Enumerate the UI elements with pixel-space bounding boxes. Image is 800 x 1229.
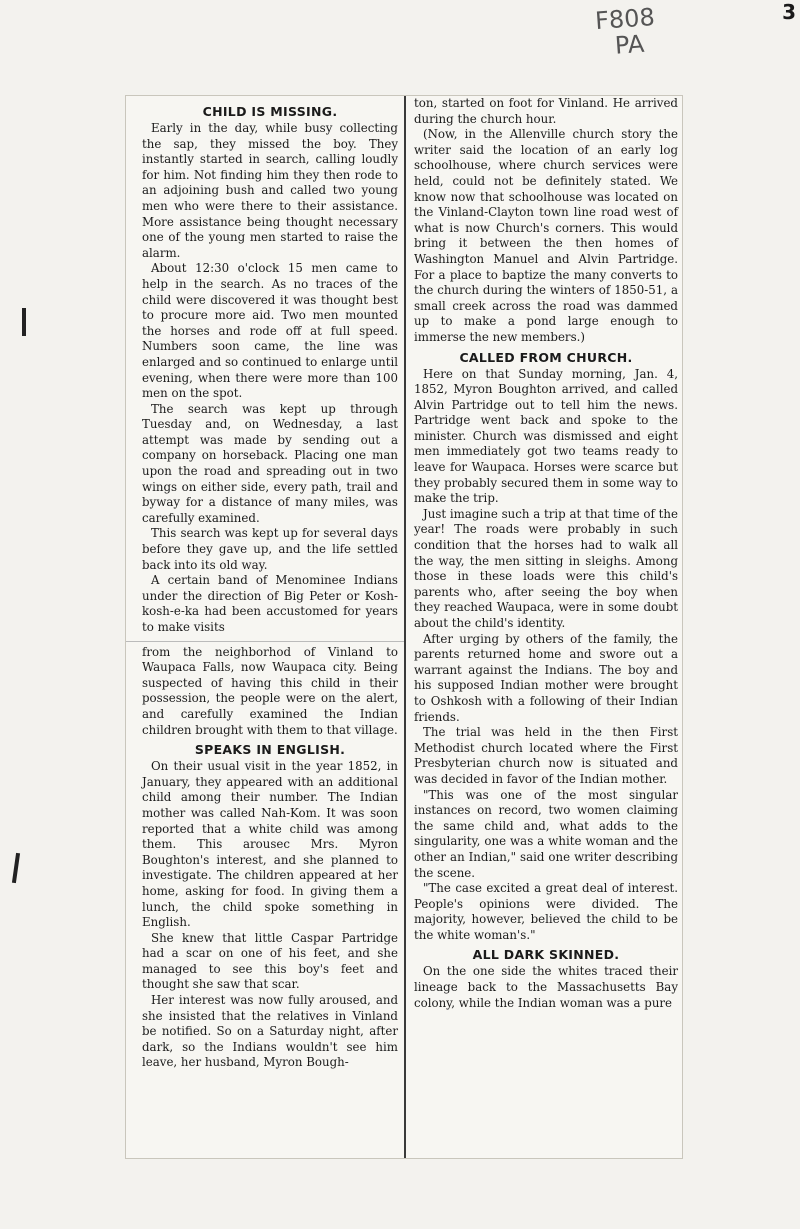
- article-column-left: [126, 96, 404, 1158]
- paragraph: The trial was held in the then First Methodist church located where the First Presbyterian church now is situated and was decided in favor of the Indian mother.: [414, 725, 678, 786]
- clipping-seam: [126, 641, 404, 642]
- paragraph: "This was one of the most singular instances on record, two women claiming the same child and, what adds to the singularity, one was a white woman and the other an Indian," said one writer describing the scene.: [414, 787, 678, 880]
- page-number: 3: [782, 0, 796, 24]
- paragraph: Her interest was now fully aroused, and she insisted that the relatives in Vinland be notified. So on a Saturday night, after dark, so the Indians wouldn't see him leave, her husband, Myron Bough-: [142, 993, 398, 1070]
- annotation-line-2: PA: [613, 29, 646, 60]
- paragraph: She knew that little Caspar Partridge had a scar on one of his feet, and she managed to see this boy's feet and thought she saw that scar.: [142, 930, 398, 992]
- paragraph: from the neighborhod of Vinland to Waupaca Falls, now Waupaca city. Being suspected of having this child in their possession, the people were on the alert, and carefully examined the Indian children brought with them to that village.: [142, 644, 398, 737]
- paragraph: Here on that Sunday morning, Jan. 4, 1852, Myron Boughton arrived, and called Alvin Partridge out to tell him the news. Partridge went back and spoke to the minister. Church was dismissed and eight men immediately got two teams ready to leave for Waupaca. Horses were scarce but they probably secured them in some way to make the trip.: [414, 366, 678, 506]
- heading-child-is-missing: CHILD IS MISSING.: [202, 104, 338, 119]
- paragraph: (Now, in the Allenville church story the writer said the location of an early log schoolhouse, where church services were held, could not be definitely stated. We know now that schoolhouse was located on the Vinland-Clayton town line road west of what is now Church's corners. This would bring it between the then homes of Washington Manuel and Alvin Partridge. For a place to baptize the many converts to the church during the winters of 1850-51, a small creek across the road was dammed up to make a pond large enough to immerse the new members.): [414, 127, 678, 344]
- article-column-right: [404, 96, 682, 1158]
- margin-mark-lower: [12, 853, 20, 883]
- paragraph: On the one side the whites traced their lineage back to the Massachusetts Bay colony, while the Indian woman was a pure: [414, 964, 678, 1010]
- paragraph: Just imagine such a trip at that time of the year! The roads were probably in such condition that the horses had to walk all the way, the men sitting in sleighs. Among those in these loads were this child's parents who, after seeing the boy when they reached Waupaca, were in some doubt about the child's identity.: [414, 506, 678, 630]
- paragraph: About 12:30 o'clock 15 men came to help in the search. As no traces of the child were discovered it was thought best to procure more aid. Two men mounted the horses and rode off at full speed. Numbers soon came, the line was enlarged and so continued to enlarge until evening, when there were more than 100 men on the spot.: [142, 261, 398, 401]
- paragraph: On their usual visit in the year 1852, in January, they appeared with an additional child among their number. The Indian mother was called Nah-Kom. It was soon reported that a white child was among them. This arousec Mrs. Myron Boughton's interest, and she planned to investigate. The children appeared at her home, asking for food. In giving them a lunch, the child spoke something in English.: [142, 759, 398, 930]
- paragraph: Early in the day, while busy collecting the sap, they missed the boy. They instantly started in search, calling loudly for him. Not finding him they then rode to an adjoining bush and called two young men who were there to their assistance. More assistance being thought necessary one of the young men started to raise the alarm.: [142, 121, 398, 260]
- paragraph: "The case excited a great deal of interest. People's opinions were divided. The majority, however, believed the child to be the white woman's.": [414, 881, 678, 942]
- paragraph: A certain band of Menominee Indians under the direction of Big Peter or Kosh-kosh-e-ka had been accustomed for years to make visits: [142, 573, 398, 634]
- newspaper-clipping: [126, 96, 682, 1158]
- annotation-line-1: F808: [594, 2, 656, 36]
- margin-mark-upper: [22, 308, 26, 336]
- heading-all-dark-skinned: ALL DARK SKINNED.: [472, 947, 620, 963]
- paragraph: This search was kept up for several days before they gave up, and the life settled back into its old way.: [142, 526, 398, 572]
- handwritten-annotation: [594, 4, 657, 60]
- heading-speaks-in-english: SPEAKS IN ENGLISH.: [194, 742, 346, 758]
- paragraph: The search was kept up through Tuesday and, on Wednesday, a last attempt was made by sending out a company on horseback. Placing one man upon the road and spreading out in two wings on either side, every path, trail and byway for a distance of many miles, was carefully examined.: [142, 401, 398, 525]
- heading-called-from-church: CALLED FROM CHURCH.: [459, 349, 633, 365]
- paragraph: After urging by others of the family, the parents returned home and swore out a warrant against the Indians. The boy and his supposed Indian mother were brought to Oshkosh with a following of their Indian friends.: [414, 631, 678, 724]
- paragraph: ton, started on foot for Vinland. He arrived during the church hour.: [414, 96, 678, 126]
